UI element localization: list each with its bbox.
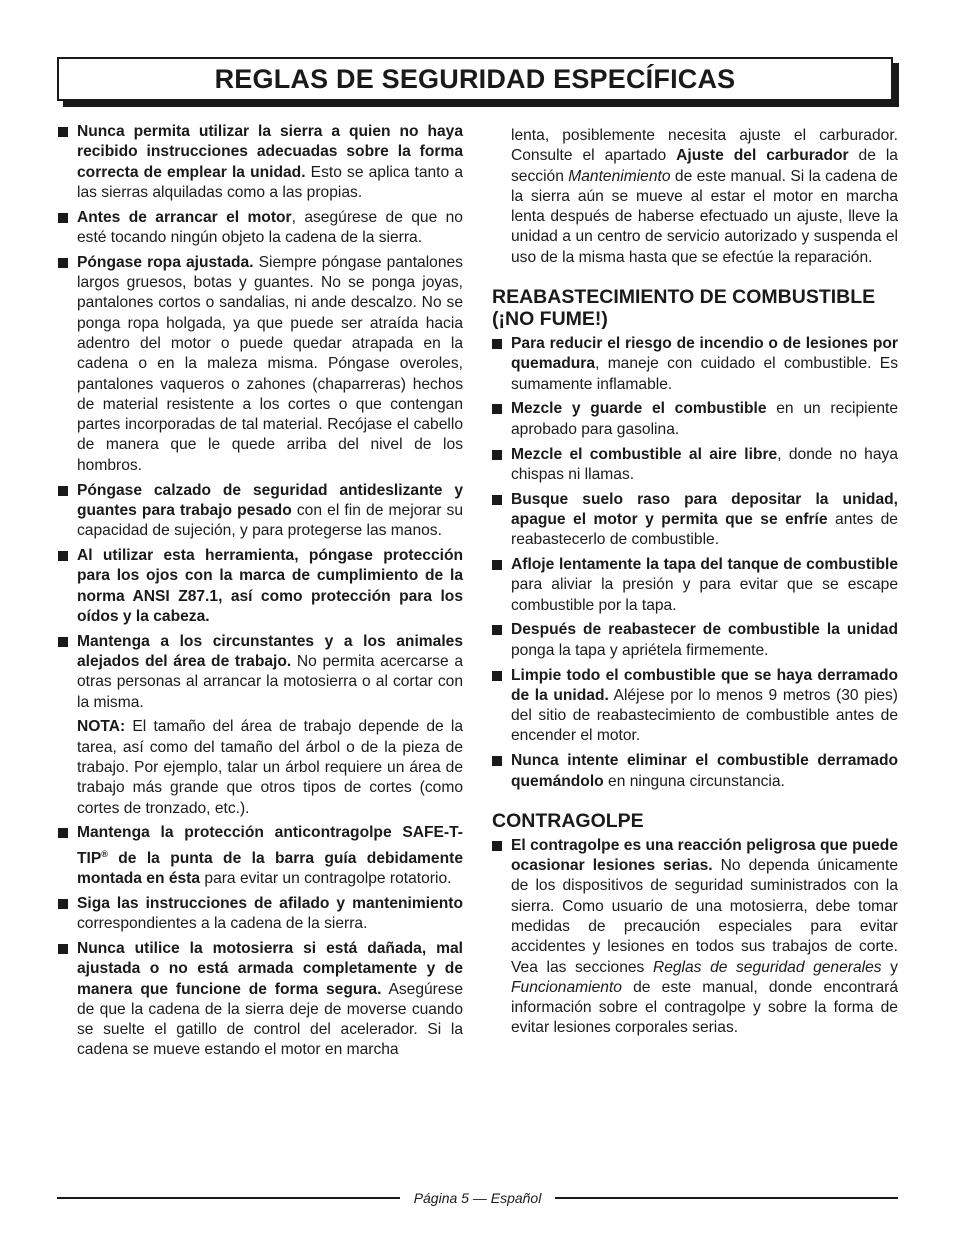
cont-bold: Ajuste del carburador [676,147,849,165]
list-item [58,894,463,935]
square-bullet-icon [58,899,68,909]
note-text: El tamaño del área de trabajo depende de la tarea, así como del tamaño del árbol o de la pieza de trabajo. Por ejemplo, talar un árbol requiere un área de trabajo más grande que otros tipos de cortes (como cortes de tronzado, etc.). [77,718,463,817]
item-bold: Después de reabastecer de combustible la unidad [511,621,898,639]
item-text: No permita acercarse a otras personas al arrancar la motosierra o al cortar con la misma. [77,652,463,711]
item-bold: Nunca intente eliminar el combustible derramado quemándolo [511,752,898,790]
list-item [492,399,898,440]
list-item [492,620,898,661]
item-bold: Siga las instrucciones de afilado y mantenimiento [77,894,463,912]
page-title: REGLAS DE SEGURIDAD ESPECÍFICAS [214,63,736,94]
item-text: ponga la tapa y apriétela firmemente. [511,641,769,659]
square-bullet-icon [58,258,68,268]
item-bold: Para reducir el riesgo de incendio o de lesiones por quemadura [511,335,898,373]
item-text: Siempre póngase pantalones largos gruesos, botas y guantes. No se ponga joyas, pantalones cortos o sandalias, ni ande descalzo. No se ponga ropa holgada, ya que puede ser atraída hacia adentro del motor o puede quedar atrapada en la cadena o en la maleza misma. Póngase overoles, pantalones vaqueros o zahones (chaparreras) hechos de material resistente a los cortes o que contengan partes incorporadas de tal material. Recójase el cabello de manera que le quede arriba del nivel de los hombros. [77,253,463,474]
page-footer [57,1188,898,1208]
square-bullet-icon [58,944,68,954]
item-text: en ninguna circunstancia. [603,772,785,790]
list-item [58,253,463,476]
item-text: Aléjese por lo menos 9 metros (30 pies) del sitio de reabastecimiento de combustible antes de encender el motor. [511,686,898,745]
list-item [58,823,463,889]
fuel-list [492,334,898,792]
footer-page-number: Página 5 — Español [413,1190,542,1206]
safety-list-left-2 [58,823,463,1060]
item-bold: Limpie todo el combustible que se haya derramado de la unidad. [511,666,898,704]
note-paragraph [58,717,463,818]
cont-italic: Mantenimiento [568,167,671,185]
square-bullet-icon [492,495,502,505]
square-bullet-icon [58,486,68,496]
square-bullet-icon [58,551,68,561]
right-column [492,126,898,1043]
square-bullet-icon [492,450,502,460]
footer-rule-right [555,1197,898,1199]
item-text: y [881,958,898,976]
item-bold: Póngase ropa ajustada. [77,253,254,271]
list-item [58,632,463,713]
item-bold: de la punta de la barra guía debidamente montada en ésta [77,849,463,888]
item-bold: Nunca utilice la motosierra si está dañada, mal ajustada o no está armada completamente y de manera que funcione de forma segura. [77,939,463,998]
continued-paragraph [492,126,898,268]
item-text: correspondientes a la cadena de la sierra. [77,915,368,933]
square-bullet-icon [492,841,502,851]
item-text: , maneje con cuidado el combustible. Es sumamente inflamable. [511,355,898,393]
item-bold: Busque suelo raso para depositar la unidad, apague el motor y permita que se enfríe [511,490,898,528]
left-column [58,122,463,1065]
list-item [492,836,898,1039]
item-text: , asegúrese de que no esté tocando ningún objeto la cadena de la sierra. [77,208,463,246]
list-item [492,555,898,616]
list-item [58,208,463,249]
list-item [492,445,898,486]
item-text: en un recipiente aprobado para gasolina. [511,400,898,438]
square-bullet-icon [58,127,68,137]
list-item [492,334,898,395]
square-bullet-icon [492,339,502,349]
item-bold: Al utilizar esta herramienta, póngase protección para los ojos con la marca de cumplimiento de la norma ANSI Z87.1, así como protección para los oídos y la cabeza. [77,546,463,625]
item-italic: Funcionamiento [511,978,622,996]
list-item [58,481,463,542]
cont-text: de este manual. Si la cadena de la sierra aún se mueve al estar el motor en marcha lenta después de haberse efectuado un ajuste, lleve la unidad a un centro de servicio autorizado y suspenda el uso de la misma hasta que se efectúe la reparación. [511,167,898,266]
cont-text: lenta, posiblemente necesita ajuste el carburador. Consulte el apartado [511,127,898,165]
square-bullet-icon [492,560,502,570]
item-text: con el fin de mejorar su capacidad de sujeción, y para protegerse las manos. [77,501,463,540]
list-item [58,939,463,1061]
note-label: NOTA: [77,718,126,736]
list-item [492,490,898,551]
title-box [57,57,893,101]
square-bullet-icon [58,828,68,838]
item-text: antes de reabastecerlo de combustible. [511,510,898,549]
item-bold: Nunca permita utilizar la sierra a quien no haya recibido instrucciones adecuadas sobre la forma correcta de emplear la unidad. [77,123,463,181]
list-item [58,546,463,627]
item-bold: Mezcle y guarde el combustible [511,400,767,418]
list-item [58,122,463,203]
square-bullet-icon [492,756,502,766]
square-bullet-icon [492,625,502,635]
safety-list-left [58,122,463,713]
item-text: , donde no haya chispas ni llamas. [511,445,899,483]
square-bullet-icon [492,404,502,414]
item-text: para aliviar la presión y para evitar que se escape combustible por la tapa. [511,576,898,614]
item-bold: El contragolpe es una reacción peligrosa que puede ocasionar lesiones serias. [511,836,898,875]
section-heading-kickback: CONTRAGOLPE [492,809,644,832]
item-text: No dependa únicamente de los dispositivos de seguridad suministrados con la sierra. Como usuario de una motosierra, debe tomar medidas de precaución especiales para evitar accidentes y lesiones en todos sus trabajos de corte. Vea las secciones [511,857,898,976]
item-text: para evitar un contragolpe rotatorio. [200,870,452,888]
item-text: de este manual, donde encontrará información sobre el contragolpe y sobre la forma de evitar lesiones corporales serias. [511,978,898,1037]
item-bold: Póngase calzado de seguridad antideslizante y guantes para trabajo pesado [77,481,463,519]
item-bold: Antes de arrancar el motor [77,208,292,226]
item-bold: Mantenga la protección anticontragolpe SAFE-T-TIP [77,824,463,867]
item-text: Esto se aplica tanto a las sierras alquiladas como a las propias. [77,163,463,201]
item-bold: Mezcle el combustible al aire libre [511,445,778,463]
registered-mark: ® [101,848,108,859]
kickback-list [492,836,898,1039]
item-text: Asegúrese de que la cadena de la sierra deje de moverse cuando se suelte el gatillo de control del acelerador. Si la cadena se mueve estando el motor en marcha [77,980,463,1059]
cont-text: de la sección [511,147,898,185]
list-item [492,751,898,792]
square-bullet-icon [58,637,68,647]
item-bold: Afloje lentamente la tapa del tanque de combustible [511,556,898,574]
item-italic: Reglas de seguridad generales [652,958,882,976]
section-heading-fuel: REABASTECIMIENTO DE COMBUSTIBLE (¡NO FUME!) [492,286,876,331]
square-bullet-icon [58,213,68,223]
square-bullet-icon [492,671,502,681]
footer-rule-left [57,1197,400,1199]
list-item [492,666,898,747]
item-bold: Mantenga a los circunstantes y a los animales alejados del área de trabajo. [77,632,463,670]
